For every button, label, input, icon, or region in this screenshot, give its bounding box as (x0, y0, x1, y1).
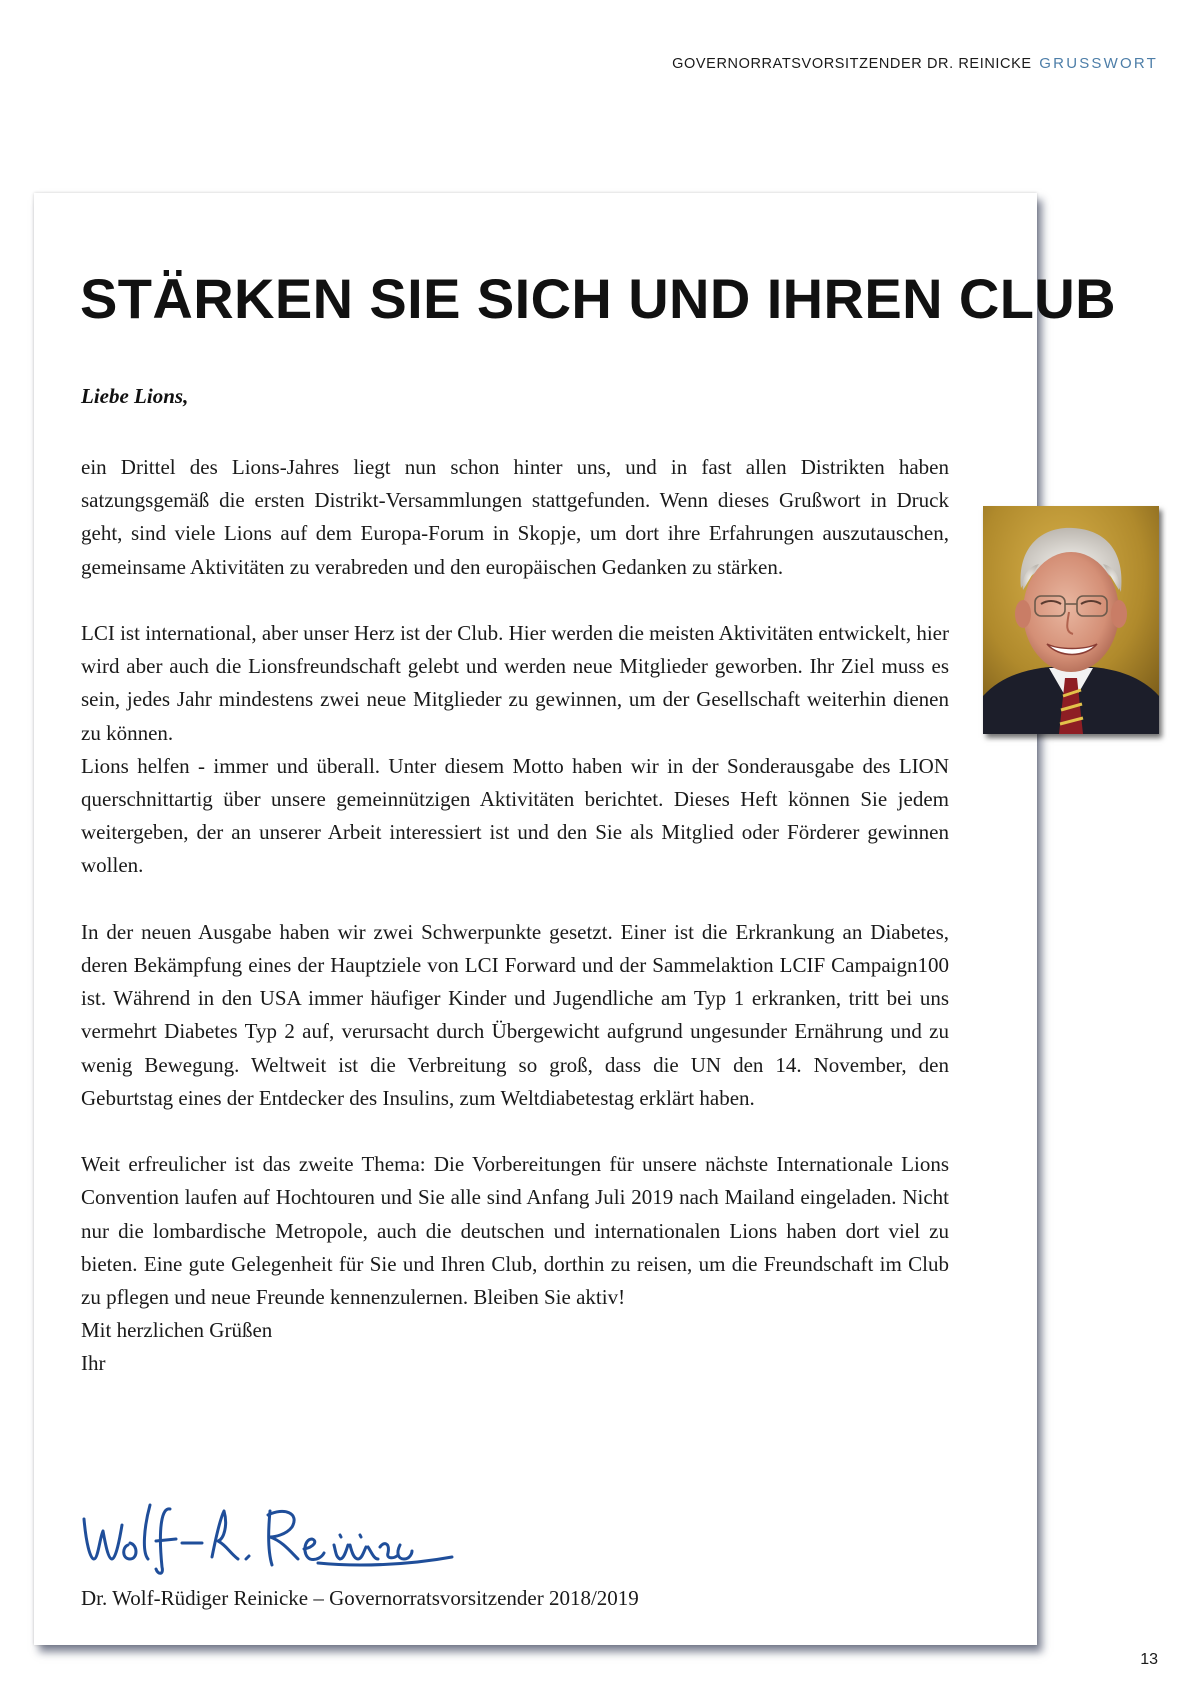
paragraph-5: Weit erfreulicher ist das zweite Thema: Die Vorbereitungen für unsere nächste Internationale Lions Convention laufen auf Hochtouren und Sie alle sind Anfang Juli 2019 nach Mailand eingeladen. Nicht nur die lombardische Metropole, auch die deutschen und internationalen Lions haben dort viel zu bieten. Eine gute Gelegenheit für Sie und Ihren Club, dorthin zu reisen, um die Freundschaft im Club zu pflegen und neue Freunde kennenzulernen. Bleiben Sie aktiv! (81, 1152, 949, 1310)
article-body (81, 451, 949, 1381)
page-number: 13 (1140, 1651, 1158, 1668)
closing-word: Ihr (81, 1351, 106, 1376)
paragraph-4: In der neuen Ausgabe haben wir zwei Schwerpunkte gesetzt. Einer ist die Erkrankung an Diabetes, deren Bekämpfung eines der Hauptziele von LCI Forward und der Sammelaktion LCIF Campaign100 ist. Während in den USA immer häufiger Kinder und Jugendliche am Typ 1 erkranken, tritt bei uns vermehrt Diabetes Typ 2 auf, verursacht durch Übergewicht aufgrund ungesunder Ernährung und zu wenig Bewegung. Weltweit ist die Verbreitung so groß, dass die UN den 14. November, den Geburtstag eines der Entdecker des Insulins, zum Weltdiabetestag erklärt haben. (81, 919, 949, 1110)
portrait-image (983, 506, 1159, 734)
author-portrait (983, 506, 1159, 734)
paragraph-2: LCI ist international, aber unser Herz ist der Club. Hier werden die meisten Aktivitäten entwickelt, hier wird aber auch die Lionsfreundschaft gelebt und werden neue Mitglieder geworben. Ihr Ziel muss es sein, jedes Jahr mindestens zwei neue Mitglieder zu gewinnen, um der Gesellschaft weiterhin dienen zu können. (81, 621, 949, 745)
handwritten-signature (78, 1497, 478, 1577)
running-header (672, 55, 1158, 72)
salutation: Liebe Lions, (81, 384, 189, 408)
running-title: GOVERNORRATSVORSITZENDER DR. REINICKE (672, 56, 1032, 72)
letter-card (34, 193, 1117, 1645)
section-label: GRUSSWORT (1039, 55, 1158, 72)
signature-graphic (78, 1497, 478, 1577)
paragraph-1: ein Drittel des Lions-Jahres liegt nun schon hinter uns, und in fast allen Distrikten haben satzungsgemäß die ersten Distrikt-Versammlungen stattgefunden. Wenn dieses Grußwort in Druck geht, sind viele Lions auf dem Europa-Forum in Skopje, um dort ihre Erfahrungen auszutauschen, gemeinsame Aktivitäten zu verabreden und den europäischen Gedanken zu stärken. (81, 455, 949, 579)
paragraph-3: Lions helfen - immer und überall. Unter diesem Motto haben wir in der Sonderausgabe des LION querschnittartig über unsere gemeinnützigen Aktivitäten berichtet. Dieses Heft können Sie jedem weitergeben, der an unserer Arbeit interessiert ist und den Sie als Mitglied oder Förderer gewinnen wollen. (81, 753, 949, 878)
article-title: STÄRKEN SIE SICH UND IHREN CLUB (80, 267, 1117, 330)
signature-caption: Dr. Wolf-Rüdiger Reinicke – Governorratsvorsitzender 2018/2019 (81, 1586, 639, 1610)
closing-line: Mit herzlichen Grüßen (81, 1318, 273, 1343)
